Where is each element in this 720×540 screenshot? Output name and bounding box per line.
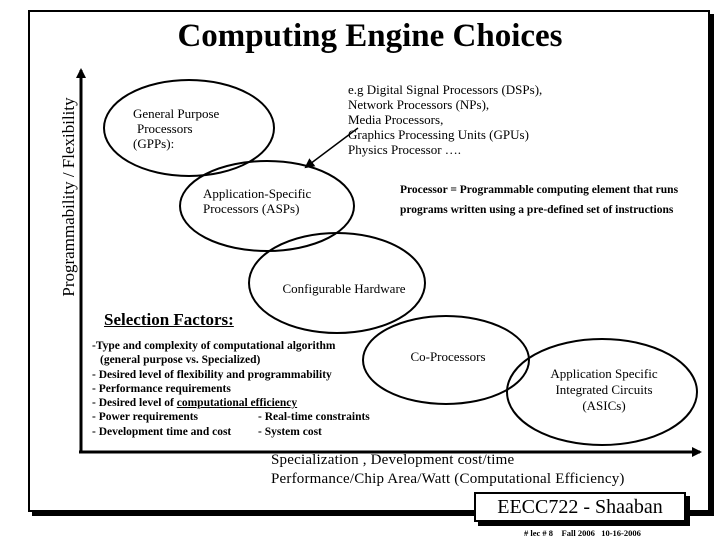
footer-date: 10-16-2006 xyxy=(601,528,641,538)
factor-item: - Performance requirements xyxy=(92,382,231,395)
gpp-line-3: (GPPs): xyxy=(133,136,175,151)
factor-text: - Real-time constraints xyxy=(258,411,370,424)
gpp-line-2: Processors xyxy=(137,121,193,136)
asic-line-2: Integrated Circuits xyxy=(555,382,653,397)
footer-meta xyxy=(524,528,641,538)
y-axis-label: Programmability / Flexibility xyxy=(59,97,78,297)
asic-line-3: (ASICs) xyxy=(582,398,626,413)
example-item: Graphics Processing Units (GPUs) xyxy=(348,127,529,142)
example-item: Network Processors (NPs), xyxy=(348,97,490,112)
asp-label xyxy=(203,186,353,216)
gpp-line-1: General Purpose xyxy=(133,106,220,121)
factor-item: (general purpose vs. Specialized) xyxy=(100,354,261,367)
factor-emphasis: computational efficiency xyxy=(176,397,298,410)
example-processors-list xyxy=(348,82,588,157)
footer-lecture: # lec # 8 xyxy=(524,528,554,538)
selection-factors-list xyxy=(92,339,370,439)
configurable-hardware-label: Configurable Hardware xyxy=(282,281,406,296)
factor-item: -Type and complexity of computational algorithm xyxy=(92,340,336,352)
processor-definition xyxy=(400,180,700,220)
factor-item: - Desired level of flexibility and programmability xyxy=(92,368,332,381)
factor-text: - System cost xyxy=(258,425,322,438)
factor-item xyxy=(92,410,370,424)
example-item: e.g Digital Signal Processors (DSPs), xyxy=(348,82,543,97)
processor-definition-line-1: Processor = Programmable computing element that runs xyxy=(400,184,679,196)
asp-line-2: Processors (ASPs) xyxy=(203,201,300,216)
x-axis-label-line-2: Performance/Chip Area/Watt (Computational Efficiency) xyxy=(271,471,625,487)
slide-title: Computing Engine Choices xyxy=(177,18,563,54)
asic-line-1: Application Specific xyxy=(550,366,658,381)
factor-text: - Desired level of xyxy=(92,397,177,410)
factor-item xyxy=(92,425,370,439)
x-axis-label xyxy=(271,451,625,489)
factor-text: - Development time and cost xyxy=(92,425,232,438)
processor-definition-line-2: programs written using a pre-defined set of instructions xyxy=(400,204,674,216)
gpp-label xyxy=(133,106,263,151)
asp-line-1: Application-Specific xyxy=(203,186,312,201)
example-item: Media Processors, xyxy=(348,112,444,127)
x-axis-label-line-1: Specialization , Development cost/time xyxy=(271,452,515,468)
factor-item xyxy=(92,396,370,410)
course-footer-box: EECC722 - Shaaban xyxy=(474,492,686,522)
footer-term: Fall 2006 xyxy=(561,528,595,538)
example-item: Physics Processor …. xyxy=(348,142,462,157)
co-processors-label: Co-Processors xyxy=(410,349,486,364)
selection-factors-heading: Selection Factors: xyxy=(104,310,234,329)
asic-label xyxy=(540,366,668,414)
factor-text: - Power requirements xyxy=(92,411,199,424)
